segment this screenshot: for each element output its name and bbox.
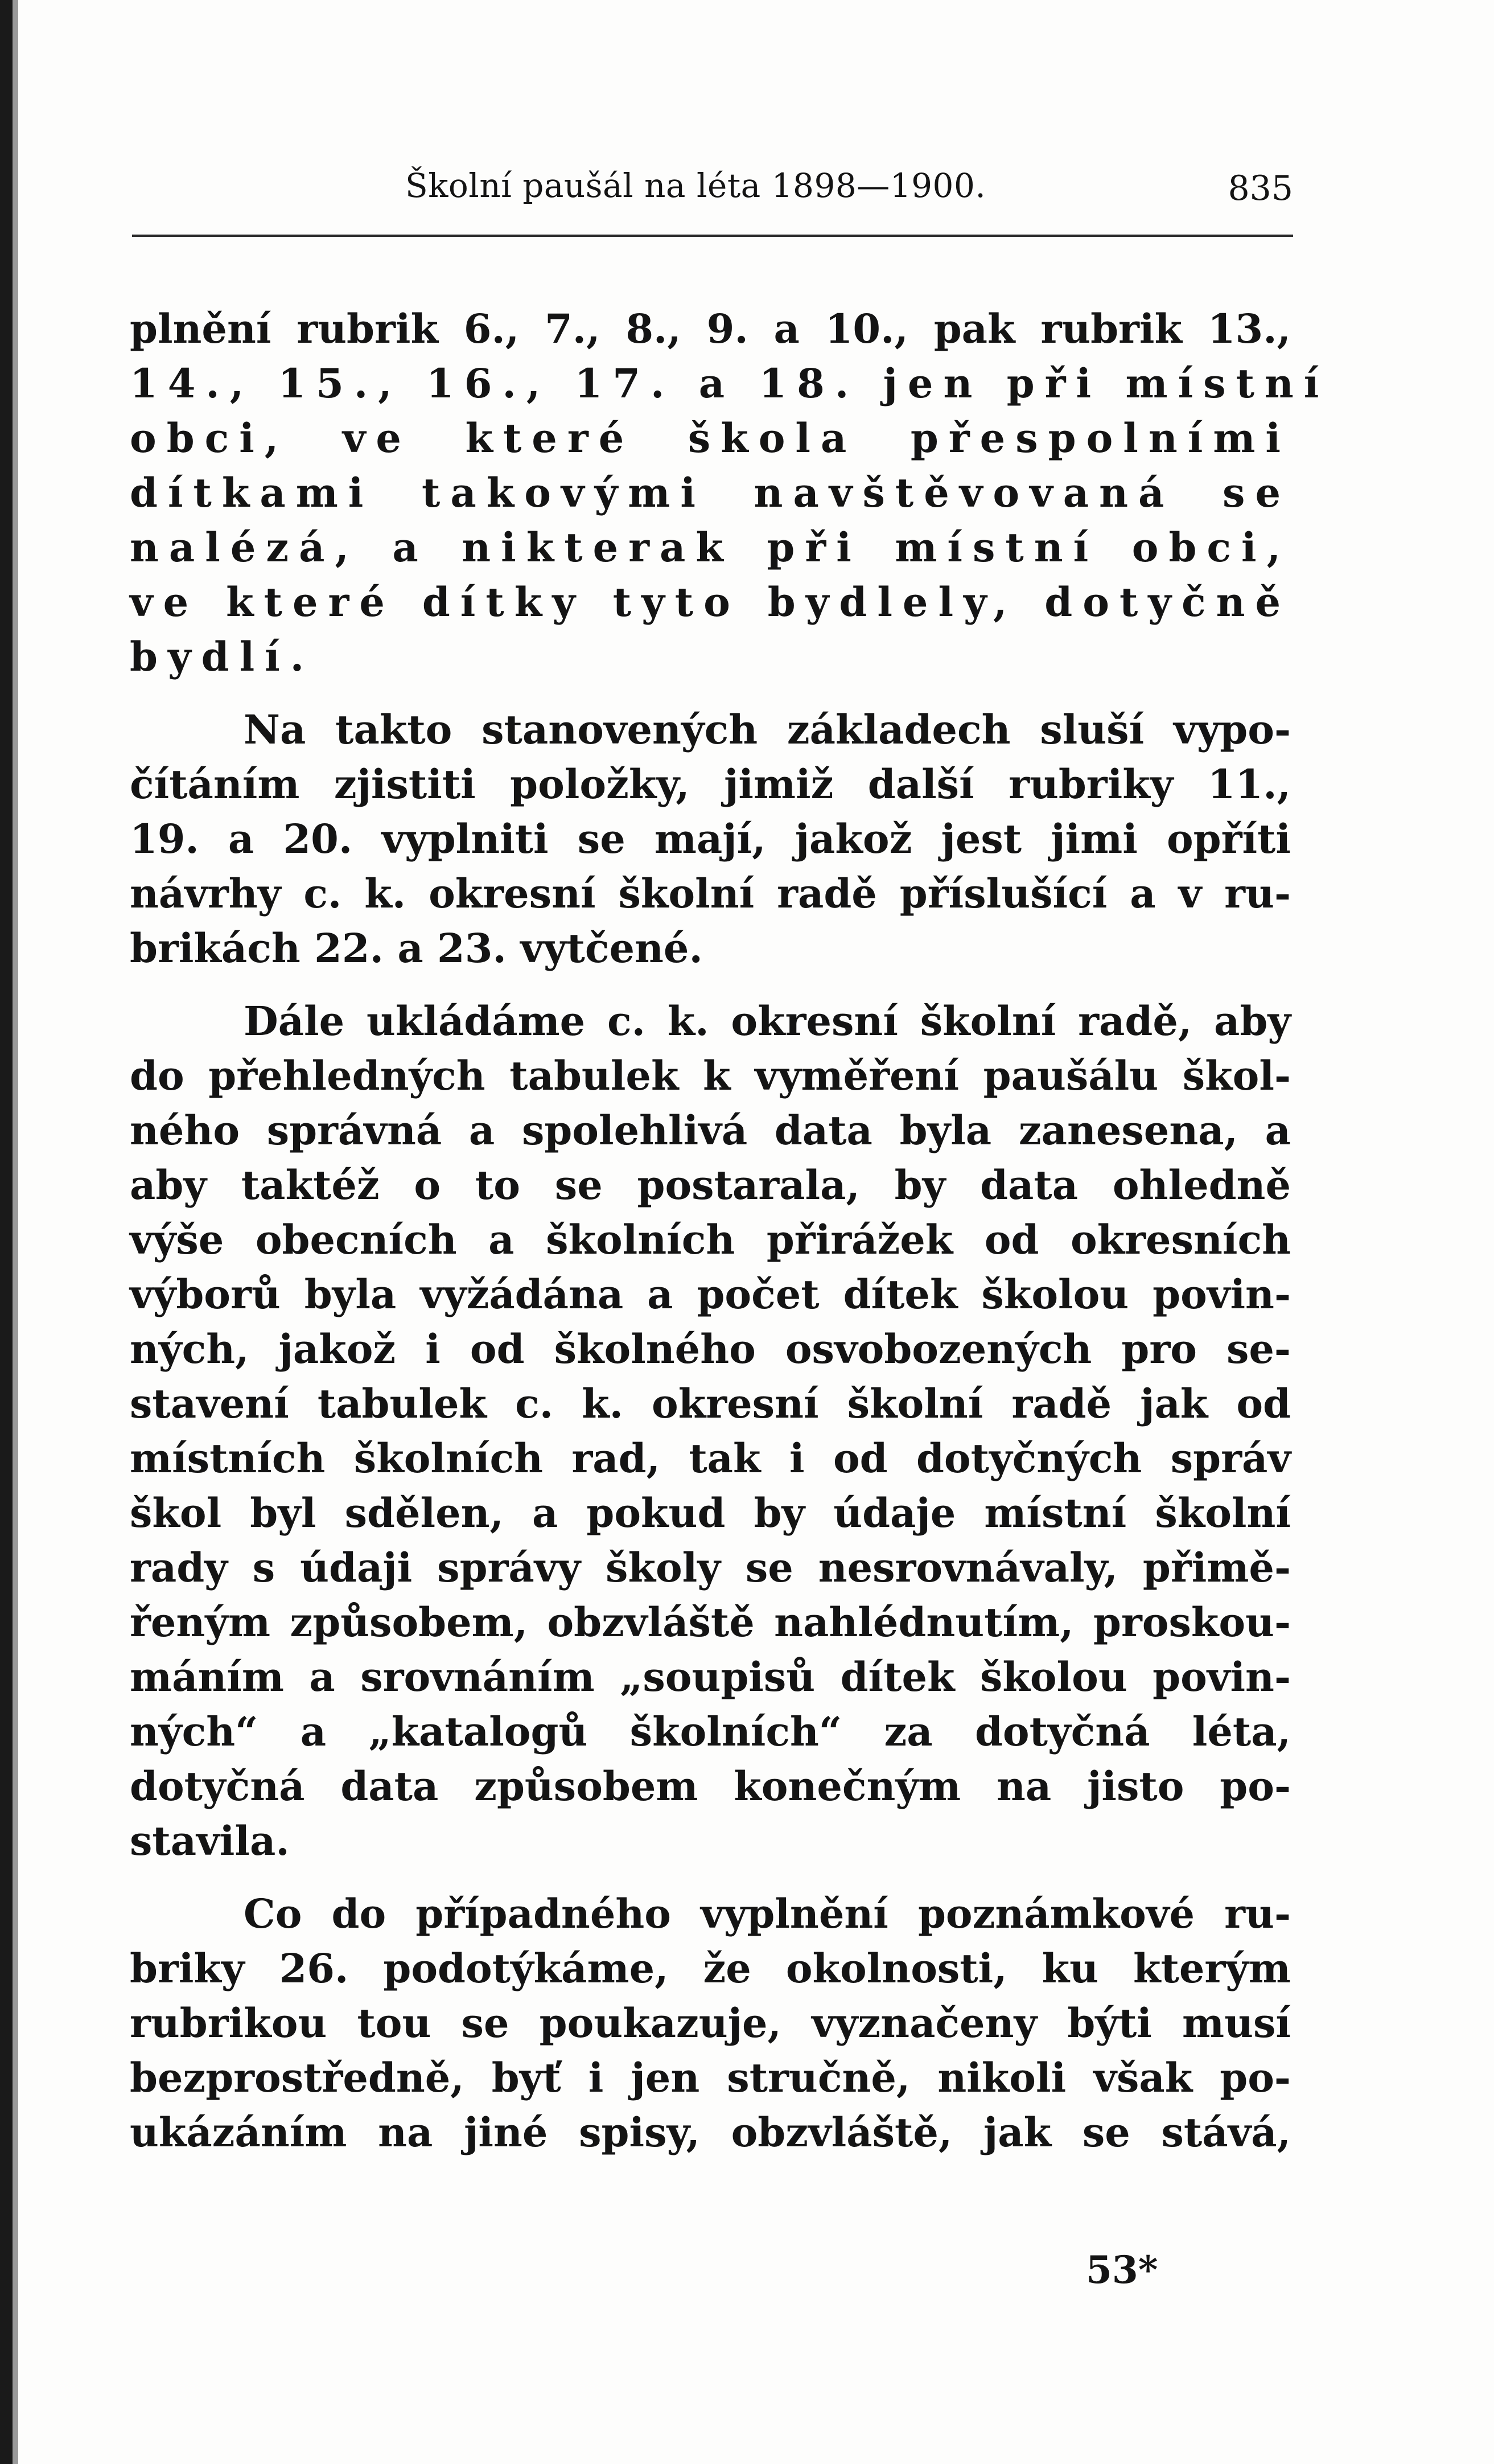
text-line: Dále ukládáme c. k. okresní školní radě, aby <box>244 997 1291 1045</box>
paragraph-gap <box>130 976 1291 994</box>
signature-mark: 53* <box>1086 2248 1158 2292</box>
running-title: Školní paušál na léta 1898—1900. <box>405 166 986 205</box>
text-line: obci, ve které škola přespolními <box>130 414 1291 462</box>
text-line: Co do případného vyplnění poznámkové ru- <box>244 1890 1291 1937</box>
text-line: bezprostředně, byť i jen stručně, nikoli však po- <box>130 2054 1291 2101</box>
body-text <box>130 302 1330 2160</box>
text-line: bydlí. <box>130 633 315 680</box>
paragraph-gap <box>130 684 1291 703</box>
text-line: do přehledných tabulek k vyměření paušálu škol- <box>130 1052 1291 1099</box>
text-line: máním a srovnáním „soupisů dítek školou povin- <box>130 1653 1291 1701</box>
text-line: stavila. <box>130 1817 290 1865</box>
text-line: dotyčná data způsobem konečným na jisto po- <box>130 1763 1291 1810</box>
binding-edge <box>0 0 13 2464</box>
text-line: škol byl sdělen, a pokud by údaje místní školní <box>130 1489 1291 1537</box>
text-line: dítkami takovými navštěvovaná se <box>130 469 1291 516</box>
text-line: 19. a 20. vyplniti se mají, jakož jest jimi opříti <box>130 815 1291 863</box>
text-line: rady s údaji správy školy se nesrovnávaly, přimě- <box>130 1544 1291 1591</box>
text-line: aby taktéž o to se postarala, by data ohledně <box>130 1161 1291 1209</box>
text-line: brikách 22. a 23. vytčené. <box>130 925 703 972</box>
text-line: briky 26. podotýkáme, že okolnosti, ku kterým <box>130 1945 1291 1992</box>
text-line: nalézá, a nikterak při místní obci, <box>130 524 1291 571</box>
text-line: čítáním zjistiti položky, jimiž další rubriky 11., <box>130 761 1291 808</box>
text-line: ného správná a spolehlivá data byla zanesena, a <box>130 1107 1291 1154</box>
text-line: ných, jakož i od školného osvobozených pro se- <box>130 1325 1291 1373</box>
text-line: stavení tabulek c. k. okresní školní radě jak od <box>130 1380 1291 1427</box>
text-line: ve které dítky tyto bydlely, dotyčně <box>130 578 1291 626</box>
page-number: 835 <box>1228 169 1293 208</box>
header-rule <box>132 235 1293 237</box>
text-line: rubrikou tou se poukazuje, vyznačeny býti musí <box>130 1999 1291 2047</box>
paragraph-gap <box>130 1868 1291 1887</box>
text-line: návrhy c. k. okresní školní radě příslušící a v ru- <box>130 870 1291 917</box>
page-header <box>132 166 1293 212</box>
text-line: ných“ a „katalogů školních“ za dotyčná léta, <box>130 1708 1291 1755</box>
binding-shadow <box>13 0 18 2464</box>
text-line: 14., 15., 16., 17. a 18. jen při místní <box>130 360 1330 407</box>
text-line: plnění rubrik 6., 7., 8., 9. a 10., pak rubrik 13., <box>130 305 1291 352</box>
text-line: ukázáním na jiné spisy, obzvláště, jak se stává, <box>130 2109 1291 2156</box>
text-line: řeným způsobem, obzvláště nahlédnutím, proskou- <box>130 1599 1291 1646</box>
text-line: Na takto stanovených základech sluší vypo- <box>244 706 1291 753</box>
text-line: výše obecních a školních přirážek od okresních <box>130 1216 1291 1263</box>
text-line: místních školních rad, tak i od dotyčných správ <box>130 1435 1291 1482</box>
text-line: výborů byla vyžádána a počet dítek školou povin- <box>130 1271 1291 1318</box>
